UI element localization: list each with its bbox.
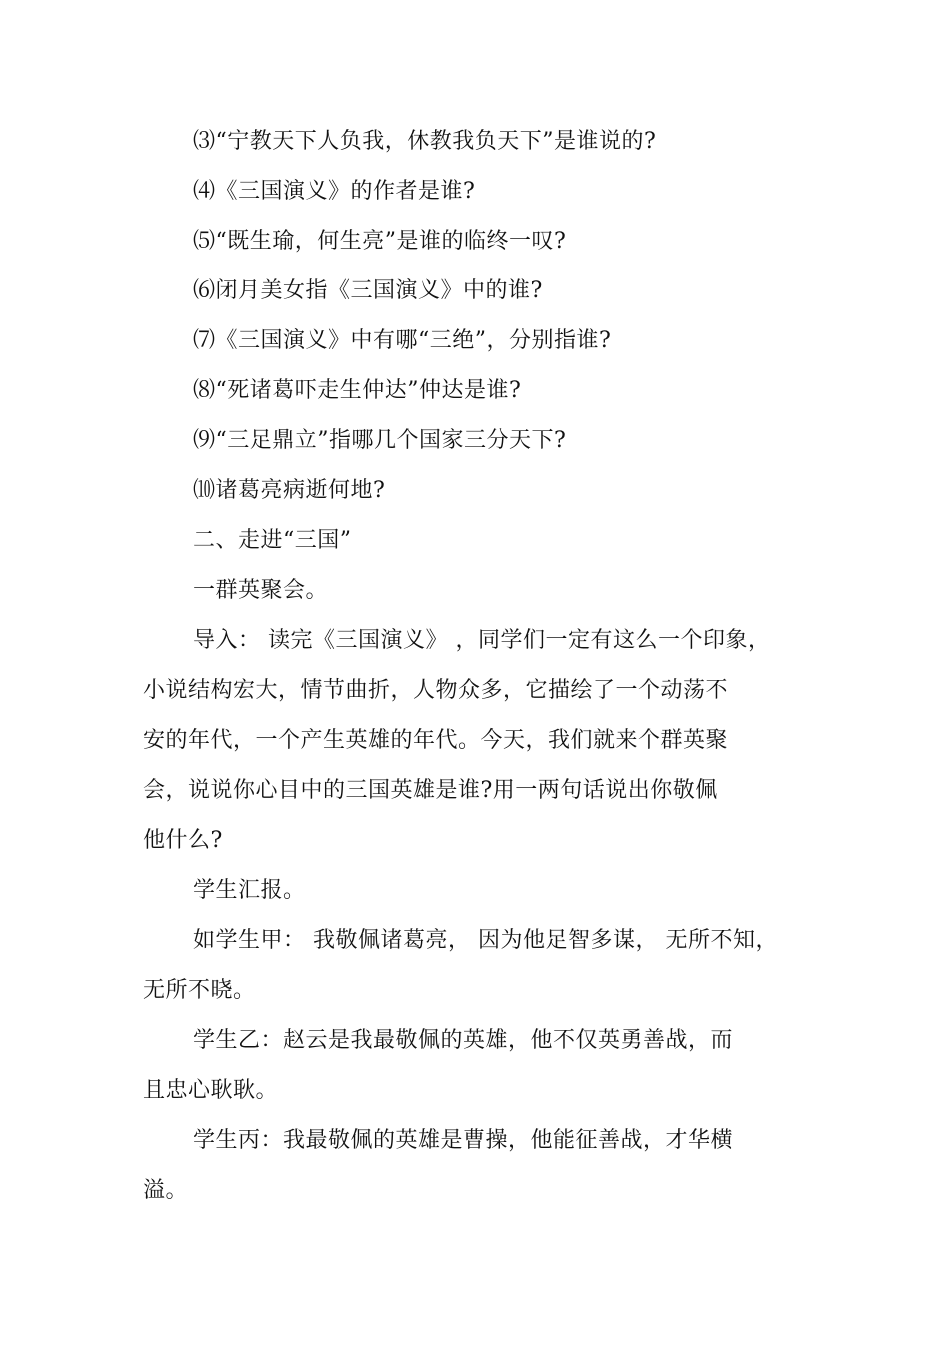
intro-line-1: 导入： 读完《三国演义》 ，同学们一定有这么一个印象， bbox=[193, 628, 771, 653]
question-9: ⑼“三足鼎立”指哪几个国家三分天下? bbox=[193, 428, 567, 453]
subheading: 一群英聚会。 bbox=[193, 578, 329, 603]
question-3: ⑶“宁教天下人负我，休教我负天下”是谁说的? bbox=[193, 129, 657, 154]
section-heading: 二、走进“三国” bbox=[193, 528, 352, 553]
question-10: ⑽诸葛亮病逝何地? bbox=[193, 478, 386, 503]
intro-line-4: 会，说说你心目中的三国英雄是谁?用一两句话说出你敬佩 bbox=[143, 778, 718, 803]
question-6: ⑹闭月美女指《三国演义》中的谁? bbox=[193, 278, 543, 303]
report-line: 学生汇报。 bbox=[193, 878, 306, 903]
student-b-line-2: 且忠心耿耿。 bbox=[143, 1078, 279, 1103]
intro-line-2: 小说结构宏大，情节曲折，人物众多，它描绘了一个动荡不 bbox=[143, 678, 729, 703]
intro-line-3: 安的年代，一个产生英雄的年代。今天，我们就来个群英聚 bbox=[143, 728, 729, 753]
question-5: ⑸“既生瑜，何生亮”是谁的临终一叹? bbox=[193, 229, 567, 254]
question-7: ⑺《三国演义》中有哪“三绝”，分别指谁? bbox=[193, 328, 612, 353]
student-a-line-1: 如学生甲： 我敬佩诸葛亮， 因为他足智多谋， 无所不知， bbox=[193, 928, 778, 953]
student-c-line-2: 溢。 bbox=[143, 1178, 189, 1203]
student-b-line-1: 学生乙：赵云是我最敬佩的英雄，他不仅英勇善战，而 bbox=[193, 1028, 734, 1053]
question-8: ⑻“死诸葛吓走生仲达”仲达是谁? bbox=[193, 378, 522, 403]
student-a-line-2: 无所不晓。 bbox=[143, 978, 256, 1003]
student-c-line-1: 学生丙：我最敬佩的英雄是曹操，他能征善战，才华横 bbox=[193, 1128, 734, 1153]
intro-line-5: 他什么? bbox=[143, 828, 223, 853]
question-4: ⑷《三国演义》的作者是谁? bbox=[193, 179, 476, 204]
